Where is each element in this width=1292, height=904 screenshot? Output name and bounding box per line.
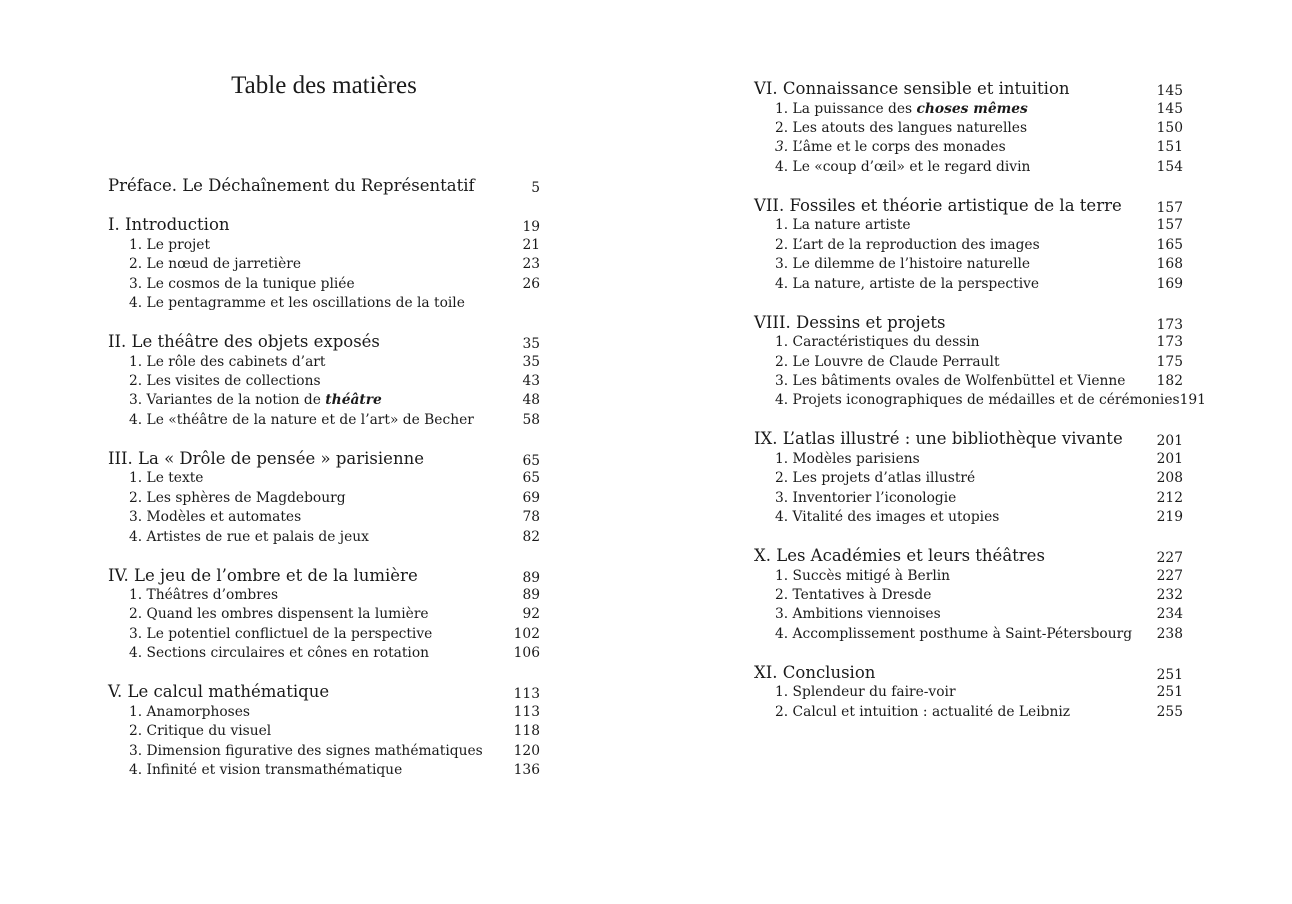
- page-number: 113: [513, 686, 540, 702]
- toc-section[interactable]: [754, 373, 1183, 389]
- section-title: 4. La nature, artiste de la perspective: [775, 276, 1040, 292]
- page-number: 78: [522, 509, 540, 525]
- section-title: 1. Succès mitigé à Berlin: [775, 568, 951, 584]
- page-number: 191: [1179, 392, 1206, 408]
- section-title: 4. Artistes de rue et palais de jeux: [129, 529, 369, 545]
- toc-section[interactable]: [754, 626, 1183, 642]
- section-title: 1. Anamorphoses: [129, 704, 250, 720]
- page-number: 65: [522, 453, 540, 469]
- section-title: 3. Le dilemme de l’histoire naturelle: [775, 256, 1031, 272]
- page-number: 23: [522, 256, 540, 272]
- toc-preface[interactable]: [108, 176, 540, 195]
- section-title: 2. Les sphères de Magdebourg: [129, 490, 346, 506]
- page-number: 219: [1156, 509, 1183, 525]
- toc-section[interactable]: [754, 120, 1183, 136]
- page-number: 173: [1156, 317, 1183, 333]
- page-number: 145: [1156, 101, 1183, 117]
- toc-section[interactable]: [754, 159, 1183, 175]
- toc-section[interactable]: [108, 256, 540, 272]
- section-title: 4. Infinité et vision transmathématique: [129, 762, 403, 778]
- toc-section[interactable]: [108, 509, 540, 525]
- section-title: 4. Sections circulaires et cônes en rotation: [129, 645, 430, 661]
- toc-section[interactable]: [754, 217, 1183, 233]
- toc-chapter[interactable]: [108, 215, 540, 234]
- page-number: 227: [1156, 568, 1183, 584]
- toc-section[interactable]: [108, 704, 540, 720]
- page-number: 251: [1156, 684, 1183, 700]
- page-number: 43: [522, 373, 540, 389]
- page-number: 26: [522, 276, 540, 292]
- chapter-title: III. La « Drôle de pensée » parisienne: [108, 449, 424, 468]
- section-title: 4. Le «théâtre de la nature et de l’art» de Becher: [129, 412, 474, 428]
- page-number: 165: [1156, 237, 1183, 253]
- toc-section[interactable]: [108, 626, 540, 642]
- toc-section[interactable]: [754, 470, 1183, 486]
- section-title: 1. Le rôle des cabinets d’art: [129, 354, 326, 370]
- page-number: 151: [1156, 139, 1183, 155]
- page-number: 102: [513, 626, 540, 642]
- toc-chapter[interactable]: [754, 429, 1183, 448]
- page-number: 227: [1156, 550, 1183, 566]
- toc-section[interactable]: [754, 276, 1183, 292]
- chapter-title: II. Le théâtre des objets exposés: [108, 332, 380, 351]
- page-number: 173: [1156, 334, 1183, 350]
- toc-section[interactable]: [754, 354, 1183, 370]
- page-number: 157: [1156, 200, 1183, 216]
- toc-section[interactable]: [754, 684, 1183, 700]
- section-title: 3. Le cosmos de la tunique pliée: [129, 276, 355, 292]
- section-title: 2. Tentatives à Dresde: [775, 587, 932, 603]
- section-title: 3. Ambitions viennoises: [775, 606, 941, 622]
- page-number: 255: [1156, 704, 1183, 720]
- chapter-title: VII. Fossiles et théorie artistique de la terre: [754, 196, 1122, 215]
- toc-section[interactable]: [108, 723, 540, 739]
- page-number: 182: [1156, 373, 1183, 389]
- toc-section[interactable]: [754, 568, 1183, 584]
- toc-section[interactable]: [108, 237, 540, 253]
- page-number: 48: [522, 392, 540, 408]
- toc-section[interactable]: [108, 743, 540, 759]
- section-title-emphasis: théâtre: [325, 392, 382, 408]
- page-number: 5: [531, 180, 540, 196]
- toc-section[interactable]: [754, 509, 1183, 525]
- toc-section[interactable]: [108, 373, 540, 389]
- toc-section[interactable]: [754, 490, 1183, 506]
- toc-section[interactable]: [108, 354, 540, 370]
- toc-section[interactable]: [754, 606, 1183, 622]
- page-number: 136: [513, 762, 540, 778]
- toc-section[interactable]: [108, 587, 540, 603]
- section-title-rest: L’âme et le corps des monades: [788, 139, 1006, 155]
- toc-section[interactable]: [754, 334, 1183, 350]
- chapter-title: IX. L’atlas illustré : une bibliothèque vivante: [754, 429, 1123, 448]
- section-title: [129, 392, 382, 408]
- toc-section[interactable]: [108, 762, 540, 778]
- toc-section[interactable]: [754, 256, 1183, 272]
- section-title: 4. Le «coup d’œil» et le regard divin: [775, 159, 1031, 175]
- section-title: 2. Le nœud de jarretière: [129, 256, 302, 272]
- page-number: 19: [522, 219, 540, 235]
- toc-section[interactable]: [108, 412, 540, 428]
- page-number: 120: [513, 743, 540, 759]
- section-title: 1. Le texte: [129, 470, 204, 486]
- toc-chapter[interactable]: [108, 449, 540, 468]
- section-title: 3. Les bâtiments ovales de Wolfenbüttel et Vienne: [775, 373, 1126, 389]
- toc-section[interactable]: [108, 529, 540, 545]
- section-number: 3.: [775, 139, 789, 155]
- page-number: 238: [1156, 626, 1183, 642]
- chapter-title: Préface. Le Déchaînement du Représentatif: [108, 176, 475, 195]
- section-title: 1. Le projet: [129, 237, 210, 253]
- section-title: 2. Les projets d’atlas illustré: [775, 470, 976, 486]
- section-title-prefix: 1. La puissance des: [775, 101, 917, 117]
- toc-section[interactable]: [754, 451, 1183, 467]
- toc-section[interactable]: [108, 295, 540, 311]
- page-number: 150: [1156, 120, 1183, 136]
- section-title: 4. Projets iconographiques de médailles et de cérémonies: [775, 392, 1180, 408]
- chapter-title: VI. Connaissance sensible et intuition: [754, 79, 1070, 98]
- chapter-title: I. Introduction: [108, 215, 230, 234]
- section-title: 2. Les visites de collections: [129, 373, 321, 389]
- section-title: 1. Théâtres d’ombres: [129, 587, 279, 603]
- toc-section[interactable]: [754, 237, 1183, 253]
- section-title: [775, 139, 1006, 155]
- page-number: 35: [522, 336, 540, 352]
- section-title-emphasis: choses mêmes: [916, 101, 1028, 117]
- toc-section[interactable]: [754, 704, 1183, 720]
- page-number: 175: [1156, 354, 1183, 370]
- page-number: 251: [1156, 667, 1183, 683]
- page-number: 168: [1156, 256, 1183, 272]
- toc-section[interactable]: [108, 276, 540, 292]
- page-number: 89: [522, 570, 540, 586]
- toc-chapter[interactable]: [754, 546, 1183, 565]
- chapter-title: XI. Conclusion: [754, 663, 876, 682]
- page-number: 106: [513, 645, 540, 661]
- toc-section[interactable]: [108, 470, 540, 486]
- section-title: 1. Caractéristiques du dessin: [775, 334, 980, 350]
- section-title: 4. Vitalité des images et utopies: [775, 509, 1000, 525]
- toc-chapter[interactable]: [108, 566, 540, 585]
- section-title: 1. Splendeur du faire-voir: [775, 684, 956, 700]
- toc-section[interactable]: [108, 606, 540, 622]
- chapter-title: V. Le calcul mathématique: [108, 682, 330, 701]
- page-number: 118: [513, 723, 540, 739]
- page-number: 145: [1156, 83, 1183, 99]
- page-number: 157: [1156, 217, 1183, 233]
- page-number: 208: [1156, 470, 1183, 486]
- section-title-prefix: 3. Variantes de la notion de: [129, 392, 326, 408]
- chapter-title: X. Les Académies et leurs théâtres: [754, 546, 1045, 565]
- section-title: 2. Critique du visuel: [129, 723, 272, 739]
- page-number: 201: [1156, 433, 1183, 449]
- page-number: 69: [522, 490, 540, 506]
- section-title: 3. Le potentiel conflictuel de la perspective: [129, 626, 433, 642]
- section-title: 1. Modèles parisiens: [775, 451, 920, 467]
- page-number: 232: [1156, 587, 1183, 603]
- page-number: 212: [1156, 490, 1183, 506]
- page-number: 21: [522, 237, 540, 253]
- page-number: 154: [1156, 159, 1183, 175]
- page-number: 169: [1156, 276, 1183, 292]
- section-title: 2. Calcul et intuition : actualité de Leibniz: [775, 704, 1071, 720]
- page-number: 89: [522, 587, 540, 603]
- section-title: 3. Modèles et automates: [129, 509, 302, 525]
- page-number: 82: [522, 529, 540, 545]
- section-title: 2. Les atouts des langues naturelles: [775, 120, 1028, 136]
- toc-section[interactable]: [108, 392, 540, 408]
- page-number: 65: [522, 470, 540, 486]
- toc-chapter[interactable]: [754, 663, 1183, 682]
- toc-chapter[interactable]: [754, 196, 1183, 215]
- toc-section[interactable]: [108, 490, 540, 506]
- page-number: 234: [1156, 606, 1183, 622]
- toc-section[interactable]: [754, 392, 1206, 408]
- section-title: 3. Inventorier l’iconologie: [775, 490, 957, 506]
- toc-section[interactable]: [754, 139, 1183, 155]
- page-number: 201: [1156, 451, 1183, 467]
- section-title: 4. Le pentagramme et les oscillations de la toile: [129, 295, 465, 311]
- toc-section[interactable]: [754, 101, 1183, 117]
- section-title: 2. L’art de la reproduction des images: [775, 237, 1040, 253]
- section-title: 2. Quand les ombres dispensent la lumière: [129, 606, 429, 622]
- chapter-title: VIII. Dessins et projets: [754, 313, 946, 332]
- page-number: 92: [522, 606, 540, 622]
- page-number: 58: [522, 412, 540, 428]
- section-title: 4. Accomplissement posthume à Saint-Pétersbourg: [775, 626, 1133, 642]
- page-title: Table des matières: [231, 72, 417, 99]
- chapter-title: IV. Le jeu de l’ombre et de la lumière: [108, 566, 418, 585]
- page-number: 35: [522, 354, 540, 370]
- section-title: 1. La nature artiste: [775, 217, 911, 233]
- toc-chapter[interactable]: [108, 682, 540, 701]
- page-number: 113: [513, 704, 540, 720]
- toc-chapter[interactable]: [754, 79, 1183, 98]
- section-title: 2. Le Louvre de Claude Perrault: [775, 354, 1000, 370]
- section-title: [775, 101, 1028, 117]
- toc-chapter[interactable]: [108, 332, 540, 351]
- toc-chapter[interactable]: [754, 313, 1183, 332]
- section-title: 3. Dimension figurative des signes mathématiques: [129, 743, 483, 759]
- toc-section[interactable]: [754, 587, 1183, 603]
- toc-section[interactable]: [108, 645, 540, 661]
